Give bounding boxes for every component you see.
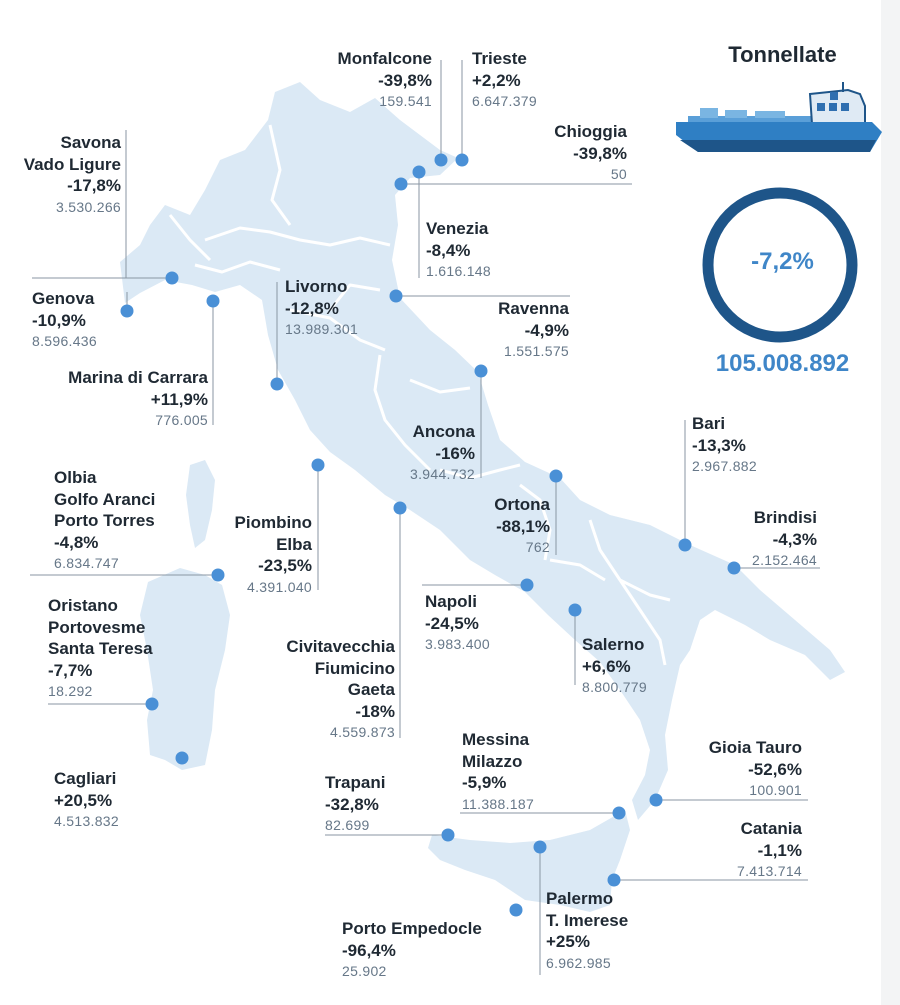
port-change: -96,4% — [342, 940, 396, 960]
port-tonnage: 762 — [525, 539, 550, 555]
port-tonnage: 3.530.266 — [56, 198, 121, 215]
port-label-catania: Catania -1,1% 7.413.714 — [737, 818, 802, 883]
port-label-savona: Savona Vado Ligure -17,8% 3.530.266 — [24, 132, 121, 218]
port-tonnage: 8.596.436 — [32, 333, 97, 349]
port-change: -18% — [355, 701, 395, 721]
port-tonnage: 2.152.464 — [752, 552, 817, 568]
port-label-palermo: Palermo T. Imerese +25% 6.962.985 — [546, 888, 628, 974]
port-change: -52,6% — [748, 759, 802, 779]
summary-title: Tonnellate — [728, 42, 837, 67]
port-tonnage: 25.902 — [342, 963, 387, 979]
port-tonnage: 100.901 — [749, 782, 802, 798]
port-change: +25% — [546, 932, 590, 951]
port-tonnage: 4.559.873 — [330, 724, 395, 740]
port-tonnage: 1.551.575 — [504, 343, 569, 359]
port-label-venezia: Venezia -8,4% 1.616.148 — [426, 218, 491, 283]
port-tonnage: 776.005 — [155, 412, 208, 428]
port-change: +11,9% — [150, 389, 208, 409]
port-tonnage: 8.800.779 — [582, 679, 647, 695]
port-change: -5,9% — [462, 773, 507, 792]
port-label-salerno: Salerno +6,6% 8.800.779 — [582, 634, 647, 699]
port-tonnage: 159.541 — [379, 93, 432, 109]
port-tonnage: 2.967.882 — [692, 458, 757, 474]
port-change: -10,9% — [32, 310, 86, 330]
port-change: +2,2% — [472, 70, 521, 90]
sardinia-shape — [140, 568, 230, 770]
port-tonnage: 6.962.985 — [546, 954, 611, 971]
page-edge-strip — [881, 0, 900, 1005]
port-change: -16% — [435, 443, 475, 463]
port-change: +6,6% — [582, 656, 631, 676]
port-tonnage: 18.292 — [48, 683, 93, 699]
port-label-ancona: Ancona -16% 3.944.732 — [410, 421, 475, 486]
port-label-livorno: Livorno -12,8% 13.989.301 — [285, 276, 358, 341]
port-tonnage: 7.413.714 — [737, 863, 802, 879]
port-tonnage: 13.989.301 — [285, 321, 359, 337]
port-change: -4,3% — [772, 529, 817, 549]
port-change: +20,5% — [54, 790, 113, 810]
port-label-marina-di-carrara: Marina di Carrara +11,9% 776.005 — [68, 367, 208, 432]
summary-change: -7,2% — [751, 248, 814, 275]
port-change: -88,1% — [496, 516, 550, 536]
port-tonnage: 3.944.732 — [410, 466, 475, 482]
port-label-cagliari: Cagliari +20,5% 4.513.832 — [54, 768, 119, 833]
cargo-ship-icon — [676, 82, 882, 152]
port-tonnage: 82.699 — [325, 817, 370, 833]
port-change: -17,8% — [67, 176, 121, 195]
port-change: -4,8% — [54, 532, 99, 552]
port-label-civitavecchia: Civitavecchia Fiumicino Gaeta -18% 4.559.873 — [286, 636, 395, 744]
port-label-oristano: Oristano Portovesme Santa Teresa -7,7% 18.292 — [48, 595, 153, 703]
port-change: -32,8% — [325, 794, 379, 814]
port-label-monfalcone: Monfalcone -39,8% 159.541 — [338, 48, 432, 113]
port-label-bari: Bari -13,3% 2.967.882 — [692, 413, 757, 478]
port-label-trieste: Trieste +2,2% 6.647.379 — [472, 48, 537, 113]
port-tonnage: 4.513.832 — [54, 813, 119, 829]
port-tonnage: 3.983.400 — [425, 636, 490, 652]
port-label-olbia: Olbia Golfo Aranci Porto Torres -4,8% 6.834.747 — [54, 467, 155, 575]
port-change: -8,4% — [426, 240, 471, 260]
port-label-brindisi: Brindisi -4,3% 2.152.464 — [752, 507, 817, 572]
port-change: -12,8% — [285, 298, 339, 318]
port-change: -7,7% — [48, 660, 93, 680]
port-label-ortona: Ortona -88,1% 762 — [494, 494, 550, 559]
port-label-gioia-tauro: Gioia Tauro -52,6% 100.901 — [709, 737, 802, 802]
port-label-porto-empedocle: Porto Empedocle -96,4% 25.902 — [342, 918, 482, 983]
port-label-piombino: Piombino Elba -23,5% 4.391.040 — [235, 512, 312, 598]
port-label-ravenna: Ravenna -4,9% 1.551.575 — [498, 298, 569, 363]
port-label-trapani: Trapani -32,8% 82.699 — [325, 772, 385, 837]
port-tonnage: 50 — [610, 166, 627, 182]
port-tonnage: 6.834.747 — [54, 555, 119, 571]
port-label-chioggia: Chioggia -39,8% 50 — [554, 121, 627, 186]
port-change: -24,5% — [425, 613, 479, 633]
port-tonnage: 11.388.187 — [462, 795, 535, 812]
port-label-napoli: Napoli -24,5% 3.983.400 — [425, 591, 490, 656]
port-change: -4,9% — [524, 320, 569, 340]
port-change: -1,1% — [757, 840, 802, 860]
port-change: -23,5% — [258, 556, 312, 575]
port-tonnage: 6.647.379 — [472, 93, 537, 109]
corsica-shape — [186, 460, 215, 548]
port-label-messina: Messina Milazzo -5,9% 11.388.187 — [462, 729, 534, 815]
port-change: -39,8% — [378, 70, 432, 90]
port-change: -39,8% — [573, 143, 627, 163]
port-tonnage: 1.616.148 — [426, 263, 491, 279]
summary-total: 105.008.892 — [715, 350, 850, 377]
port-label-genova: Genova -10,9% 8.596.436 — [32, 288, 97, 353]
port-tonnage: 4.391.040 — [247, 578, 312, 595]
port-change: -13,3% — [692, 435, 746, 455]
